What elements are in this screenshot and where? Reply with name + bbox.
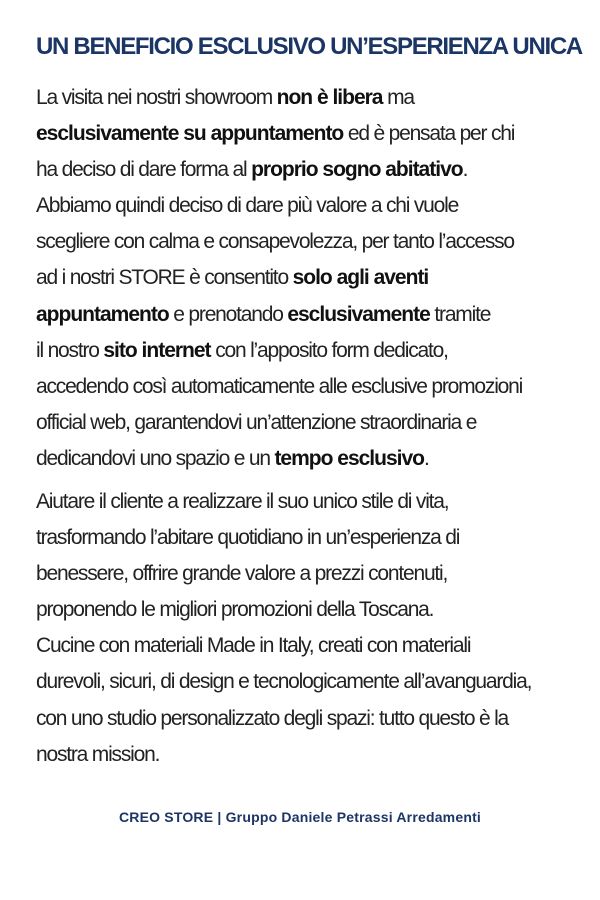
text-line: durevoli, sicuri, di design e tecnologicamente all’avanguardia, [36,670,532,694]
bold-text: appuntamento [36,302,169,326]
text-run: dedicandovi uno spazio e un [36,446,275,470]
text-line [36,297,581,333]
bold-text: tempo esclusivo [274,446,424,470]
bold-text: sito internet [103,338,211,362]
text-line [36,116,581,152]
text-line [36,441,581,477]
text-line [36,333,581,369]
footer-credit: CREO STORE | Gruppo Daniele Petrassi Arredamenti [118,809,482,825]
text-line: benessere, offrire grande valore a prezzi contenuti, [36,562,448,586]
text-run: e prenotando [168,302,288,326]
text-line [36,260,581,296]
bold-text: solo agli aventi [292,266,429,290]
text-line: Aiutare il cliente a realizzare il suo unico stile di vita, [36,490,449,513]
text-run: tramite [429,302,491,326]
bold-text: esclusivamente [287,302,430,326]
text-line: scegliere con calma e consapevolezza, per tanto l’accesso [36,230,514,254]
bold-text: esclusivamente su appuntamento [36,122,344,146]
text-run: ed è pensata per chi [343,122,515,146]
text-line: accedendo così automaticamente alle esclusive promozioni [36,374,523,398]
text-line: trasformando l’abitare quotidiano in un’esperienza di [36,526,460,550]
text-line: nostra mission. [36,742,160,766]
text-run: ma [382,86,414,109]
text-line [36,80,581,116]
text-run: La visita nei nostri showroom [36,86,277,109]
text-line [36,152,581,188]
text-run: . [424,446,429,470]
text-run: . [462,158,468,182]
bold-text: proprio sogno abitativo [251,158,463,182]
text-line: con uno studio personalizzato degli spazi: tutto questo è la [36,706,509,730]
paragraph-appointment [36,80,581,477]
text-line: official web, garantendovi un’attenzione straordinaria e [36,410,477,434]
text-run: con l’apposito form dedicato, [210,338,448,362]
text-line: proponendo le migliori promozioni della Toscana. [36,598,434,622]
text-run: ha deciso di dare forma al [36,158,252,182]
page-title: UN BENEFICIO ESCLUSIVO UN’ESPERIENZA UNICA [36,33,582,60]
text-line: Cucine con materiali Made in Italy, creati con materiali [36,634,471,658]
paragraph-mission [36,484,581,773]
bold-text: non è libera [276,86,383,109]
text-line: Abbiamo quindi deciso di dare più valore a chi vuole [36,194,459,218]
text-run: il nostro [36,338,104,362]
text-run: ad i nostri STORE è consentito [36,266,293,290]
